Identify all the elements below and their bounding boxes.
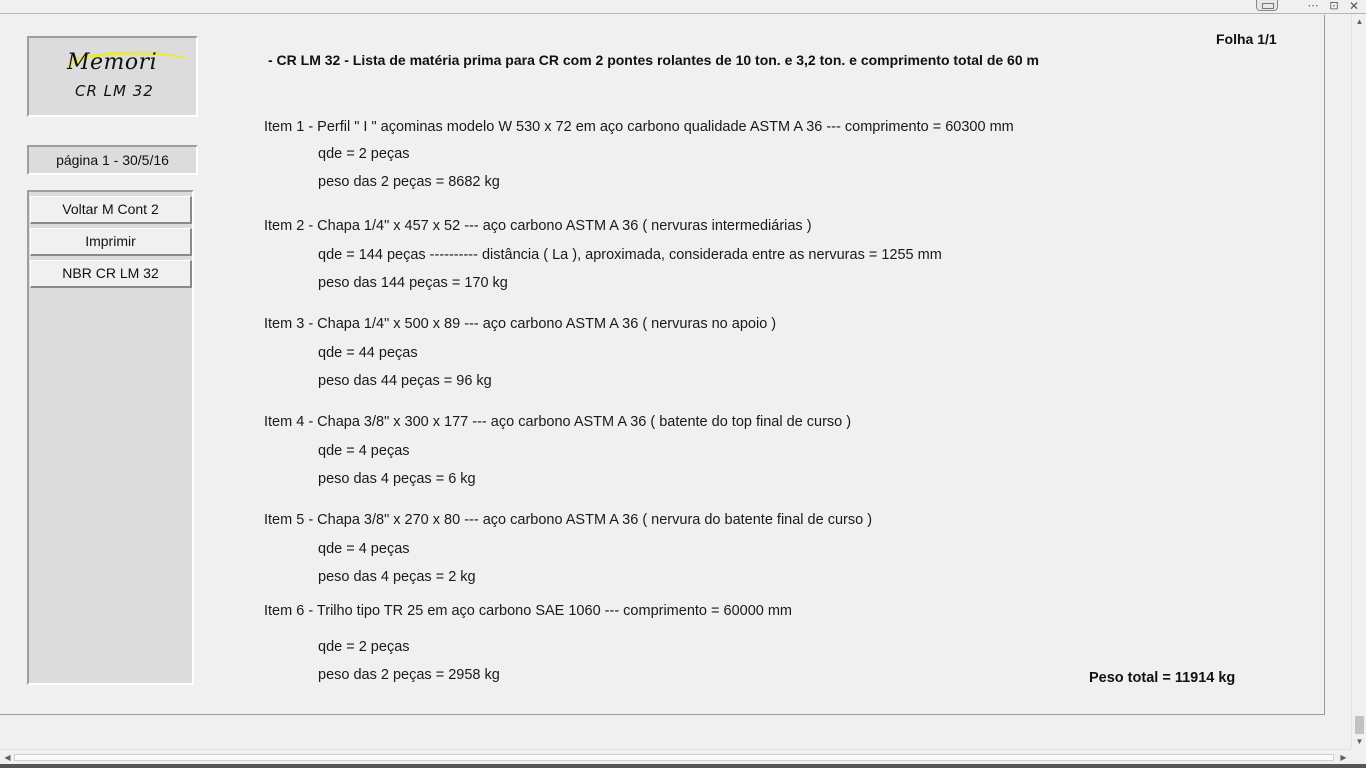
scroll-thumb[interactable]: [1355, 716, 1364, 734]
document-title: - CR LM 32 - Lista de matéria prima para CR com 2 pontes rolantes de 10 ton. e 3,2 ton. e comprimento total de 60 m: [268, 52, 1039, 68]
item-peso: peso das 2 peças = 8682 kg: [318, 174, 500, 190]
item-head: Item 3 - Chapa 1/4" x 500 x 89 --- aço carbono ASTM A 36 ( nervuras no apoio ): [264, 316, 777, 332]
nbr-cr-lm-32-button[interactable]: NBR CR LM 32: [30, 260, 192, 288]
item-peso: peso das 4 peças = 2 kg: [318, 569, 476, 585]
item-peso: peso das 144 peças = 170 kg: [318, 275, 508, 291]
item-head: Item 1 - Perfil " I " açominas modelo W 530 x 72 em aço carbono qualidade ASTM A 36 --- comprimento = 60300 mm: [264, 119, 1014, 135]
bottom-edge: [0, 764, 1366, 768]
item-qde: qde = 2 peças: [318, 639, 410, 655]
item-qde: qde = 44 peças: [318, 345, 418, 361]
scroll-down-icon[interactable]: ▼: [1355, 737, 1364, 746]
logo-box: [27, 36, 198, 117]
item-head: Item 2 - Chapa 1/4" x 457 x 52 --- aço carbono ASTM A 36 ( nervuras intermediárias ): [264, 218, 812, 234]
peso-total: Peso total = 11914 kg: [1089, 670, 1236, 686]
page-indicator: página 1 - 30/5/16: [27, 145, 198, 175]
item-head: Item 5 - Chapa 3/8" x 270 x 80 --- aço carbono ASTM A 36 ( nervura do batente final de curso ): [264, 512, 873, 528]
window-top-bar: [0, 0, 1366, 14]
sheet-number: Folha 1/1: [1216, 31, 1277, 47]
item-qde: qde = 2 peças: [318, 146, 410, 162]
horizontal-scrollbar[interactable]: [0, 749, 1351, 764]
item-qde: qde = 4 peças: [318, 443, 410, 459]
logo-subtitle: CR LM 32: [75, 82, 154, 100]
status-area: [0, 716, 1325, 749]
item-peso: peso das 44 peças = 96 kg: [318, 373, 492, 389]
item-qde: qde = 144 peças ---------- distância ( La ), aproximada, considerada entre as nervuras = 1255 mm: [318, 247, 942, 263]
item-head: Item 6 - Trilho tipo TR 25 em aço carbono SAE 1060 --- comprimento = 60000 mm: [264, 603, 793, 619]
restore-tab-icon[interactable]: [1256, 0, 1278, 11]
document-page: [0, 15, 1325, 715]
scroll-right-icon[interactable]: ▶: [1340, 753, 1347, 762]
scroll-track[interactable]: [14, 754, 1334, 761]
voltar-button[interactable]: Voltar M Cont 2: [30, 196, 192, 224]
more-options-icon[interactable]: ⋯: [1307, 0, 1319, 12]
vertical-scrollbar[interactable]: [1351, 14, 1366, 748]
nav-panel: [27, 190, 194, 685]
logo-title: Memori: [67, 50, 158, 75]
item-head: Item 4 - Chapa 3/8" x 300 x 177 --- aço carbono ASTM A 36 ( batente do top final de curso ): [264, 414, 852, 430]
scroll-left-icon[interactable]: ◀: [4, 753, 11, 762]
close-icon[interactable]: ✕: [1348, 0, 1360, 13]
item-qde: qde = 4 peças: [318, 541, 410, 557]
imprimir-button[interactable]: Imprimir: [30, 228, 192, 256]
item-peso: peso das 4 peças = 6 kg: [318, 471, 476, 487]
item-peso: peso das 2 peças = 2958 kg: [318, 667, 500, 683]
scroll-up-icon[interactable]: ▲: [1355, 17, 1364, 26]
maximize-icon[interactable]: ⊡: [1329, 0, 1339, 12]
